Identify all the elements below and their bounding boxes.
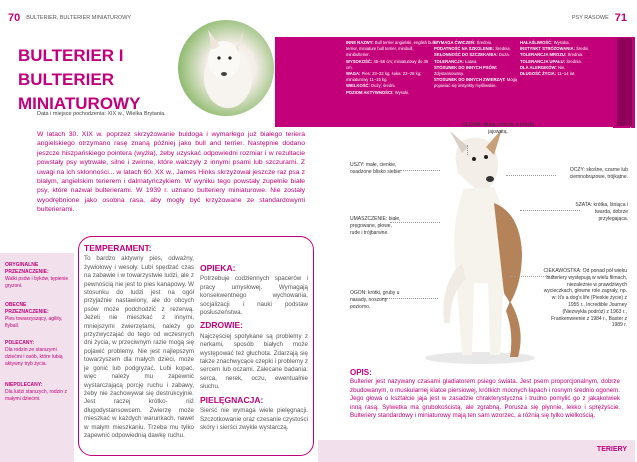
dog-head-photo <box>178 20 274 116</box>
intro-paragraph: W latach 30. XIX w. poprzez skrzyżowanie buldoga i wymarłego już białego teriera angielskiego otrzymano rasę znaną później jako bull and terrier. Następnie dodano jeszcze hiszpańskiego pointera (wyżła), żeby uzyskać odpowiedni rozmiar i w rezultacie powstały psy wytrwałe, silne i zwinne, które walczyły z innymi psami lub szczurami. Z uwagi na ich skłonności... w latach 60. XX w., James Hinks skrzyżował jeszcze raz psa z białym, angielskim terierem i dalmatyńczykiem. W wyniku tego powstały zupełnie białe psy, które nazwał bulterierami. W 1939 r. uznano bulteriery miniaturowe. Nie zostały wyodrębnione jako osobna rasa, aby mogły być krzyżowane ze standardowymi bulterierami. <box>37 131 305 214</box>
fact-item: TOLERANCJA: Łatwa. <box>434 58 478 64</box>
sidebar-current-purpose <box>5 302 71 330</box>
left-page <box>0 0 317 462</box>
callout-uszy: USZY: małe, cienkie, osadzone blisko siebie. <box>350 162 402 175</box>
sidebar-not-recommended <box>5 382 71 403</box>
fact-item: DŁUGOŚĆ ŻYCIA: 11–14 lat. <box>520 71 576 77</box>
fact-item: INSTYNKT STRÓŻOWANIA: Średni. <box>520 46 590 52</box>
zdrowie-heading: ZDROWIE: <box>200 320 243 331</box>
side-tab-inner <box>617 38 632 126</box>
pielegnacja-heading: PIELĘGNACJA: <box>200 394 264 405</box>
footer-band <box>318 440 635 462</box>
fact-item: WYMAGA ĆWICZEŃ: Średnio. <box>434 40 493 45</box>
sidebar-heading: OBECNE PRZEZNACZENIE: <box>5 302 49 315</box>
bull-terrier-illustration <box>410 133 550 368</box>
sidebar-text: Dla ludzi starszych, rodzin z małymi dziećmi. <box>5 389 67 402</box>
facts-column-1 <box>346 40 436 96</box>
facts-column-2 <box>434 40 518 90</box>
right-breadcrumb: PSY RASOWE <box>571 15 609 21</box>
sidebar-text: Walki psów i byków, tępienie gryzoni. <box>5 276 69 289</box>
fact-item: WIELKOŚĆ: Duży; średni. <box>346 83 396 89</box>
fact-item: STOSUNEK DO INNYCH ZWIERZĄT: Mogą pojawiać się instynkty myśliwskie. <box>434 77 518 89</box>
pielegnacja-text: Sierść nie wymaga wiele pielęgnacji. Szczotkowanie oraz czesanie czystości skóry i sierści zwykle wystarczą. <box>200 407 308 431</box>
page-title: BULTERIER I BULTERIER MINIATUROWY <box>18 46 141 113</box>
temperament-heading: TEMPERAMENT: <box>84 243 152 253</box>
fact-item: HAŁAŚLIWOŚĆ: Wysoka. <box>520 40 570 45</box>
callout-szata: SZATA: krótka, lśniąca i twarda, dobrze przylegająca. <box>575 202 628 222</box>
fact-item: WAGA: Pies: 23–32 kg, suka: 22–28 kg; miniaturowy 11–15 kg. <box>346 71 422 83</box>
zdrowie-text: Najczęściej spotykane są problemy z nerkami, sposób białych może występować też głuchota. Zdarzają się także znachwycące czepki i problemy z sercem lub oczami. Zalecane badania: serca, nerek, oczu, ewentualnie słuchu. <box>200 332 308 391</box>
opis-heading: OPIS: <box>350 368 372 377</box>
callout-line <box>467 145 468 155</box>
sidebar-text: Dla rodzin ze starszymi dziećmi i osób, które lubią aktywny tryb życia. <box>5 347 63 367</box>
origin-text: Data i miejsce pochodzenia: XIX w., Wielka Brytania. <box>37 111 166 117</box>
left-page-number: 70 <box>8 12 21 24</box>
fact-item: STOSUNEK DO INNYCH PSÓW: Zdystansowany. <box>434 64 498 77</box>
fact-item: DLA ALERGIKÓW: Nie. <box>520 64 566 70</box>
opis-paragraph: Bulterier jest nazywany czasami gladiatorem psiego świata. Jest psem proporcjonalnym, dobrze zbudowanym, o muskularnej klatce piersiowej, krótkich mocnych łapach i rosnym średnio ogonem. Jego głowa o kształcie jaja jest w zasadzie chrakterystyczna i trudno pomylić go z jakąkolwiek inną rasą. Sylwetka ma grubokościstą, ale zgrabną. Porusza się płynnie, lekko i sprężyście. Bulteriery standardowy i miniaturowy mają ten sam wzorzec, a różnią się tylko wielkością. <box>350 378 620 420</box>
callout-line <box>506 175 556 176</box>
opieka-heading: OPIEKA: <box>200 263 236 273</box>
fact-item: SKŁONNOŚĆ DO SZCZEKANIA: Duża. <box>434 52 510 58</box>
callout-glowa: GŁOWA: długa, mocna, z prostą jajowatą. <box>462 122 534 135</box>
callout-ogon: OGON: krótki, gruby u nasady, noszony poziomo. <box>350 290 400 310</box>
callout-oczy: OCZY: skośne, czarne lub ciemnobrązowe, trójkątne. <box>569 167 628 180</box>
right-header <box>572 12 627 24</box>
footer-label: TERIERY <box>596 446 627 453</box>
callout-ciekawostka: CIEKAWOSTKA: Od ponad pół wieku bulteriery występują w wielu filmach, niezależnie w prawdziwych wycieczkach, głowne role zagrały, np. w: It's a dog's life (Pieskie życie) z 1955 r., Incredible Journey (Niezwykła podróż) z 1963 r., Frankenweenie z 1984 r., Baxter z 1989 r. <box>543 268 627 329</box>
sidebar-text: Pies towarzyszący, agility, flyball. <box>5 316 63 329</box>
fact-item: TOLERANCJA MROZU: Średnia. <box>520 52 584 58</box>
opieka-text: Potrzebuje codziennych spacerów i pracy umysłowej. Wymagają konsekwentnego wychowania, socjalizacji i nauki podstaw posłuszeństwa. <box>200 275 308 317</box>
fact-item: WYSOKOŚĆ: 45–56 cm; miniaturowy do 35 cm. <box>346 58 429 70</box>
left-breadcrumb: BULTERIER, BULTERIER MINIATUROWY <box>26 15 132 21</box>
left-header <box>8 12 131 24</box>
sidebar-heading: NIEPOLECANY: <box>5 382 43 388</box>
temperament-text: To bardzo aktywny pies, odważny, żywiołowy i wesoły. Lubi spędzać czas na zabawie i w towarzystwie ludzi, ale z pewnością nie jest to pies kanapowy. W stosunku do ludzi jest na ogół przyjaźnie nastawiony, ale do obcych psów może podchodzić z rezerwą. Jeżeli nie mieszkać z innymi, mniejszymi zwierzętami, należy go przyzwyczajać do tego od wczesnych dni życia, w przeciwnym razie mogą się pojawić problemy. Nie jest najlepszym towarzyszem dla małych dzieci, może je gonić lub podgryzać. Lubi kopać, więc należy mu zapewnić wystarczającą porcję ruchu i zabawy, żeby nie zachowywał się destrukcyjnie. Jest raczej krótko- niż długodystansowcem. Zwierzę może mieszkać w każdych warunkach, nawet w małym mieszkaniu. Trzeba mu tylko zapewnić odpowiednią dawkę ruchu. <box>84 255 194 439</box>
fact-item: POZIOM AKTYWNOŚCI: Wysoki. <box>346 89 410 95</box>
side-tab-label: BULTERIER I BULTERIER MINIATUROWY <box>631 127 637 245</box>
sidebar-heading: ORYGINALNE PRZEZNACZENIE: <box>5 262 49 275</box>
care-section <box>200 244 308 432</box>
fact-item: INNE NAZWY: Bull terrier angielski, english bull terrier, miniature bull terrier, minibull, minibulterier. <box>346 40 435 58</box>
sidebar-heading: POLECANY: <box>5 340 35 346</box>
fact-item: PODATNOŚĆ NA SZKOLENIE: Średnia. <box>434 46 511 52</box>
callout-umaszczenie: UMASZCZENIE: białe, pręgowane, płowe, rude i trójbarwne. <box>350 216 401 236</box>
sidebar-recommended <box>5 340 71 368</box>
temperament-section <box>84 244 194 440</box>
fact-item: TOLERANCJA UPAŁU: Średnia. <box>520 58 582 64</box>
sidebar-original-purpose <box>5 262 71 290</box>
right-page-number: 71 <box>614 12 627 24</box>
facts-column-3 <box>520 40 604 77</box>
